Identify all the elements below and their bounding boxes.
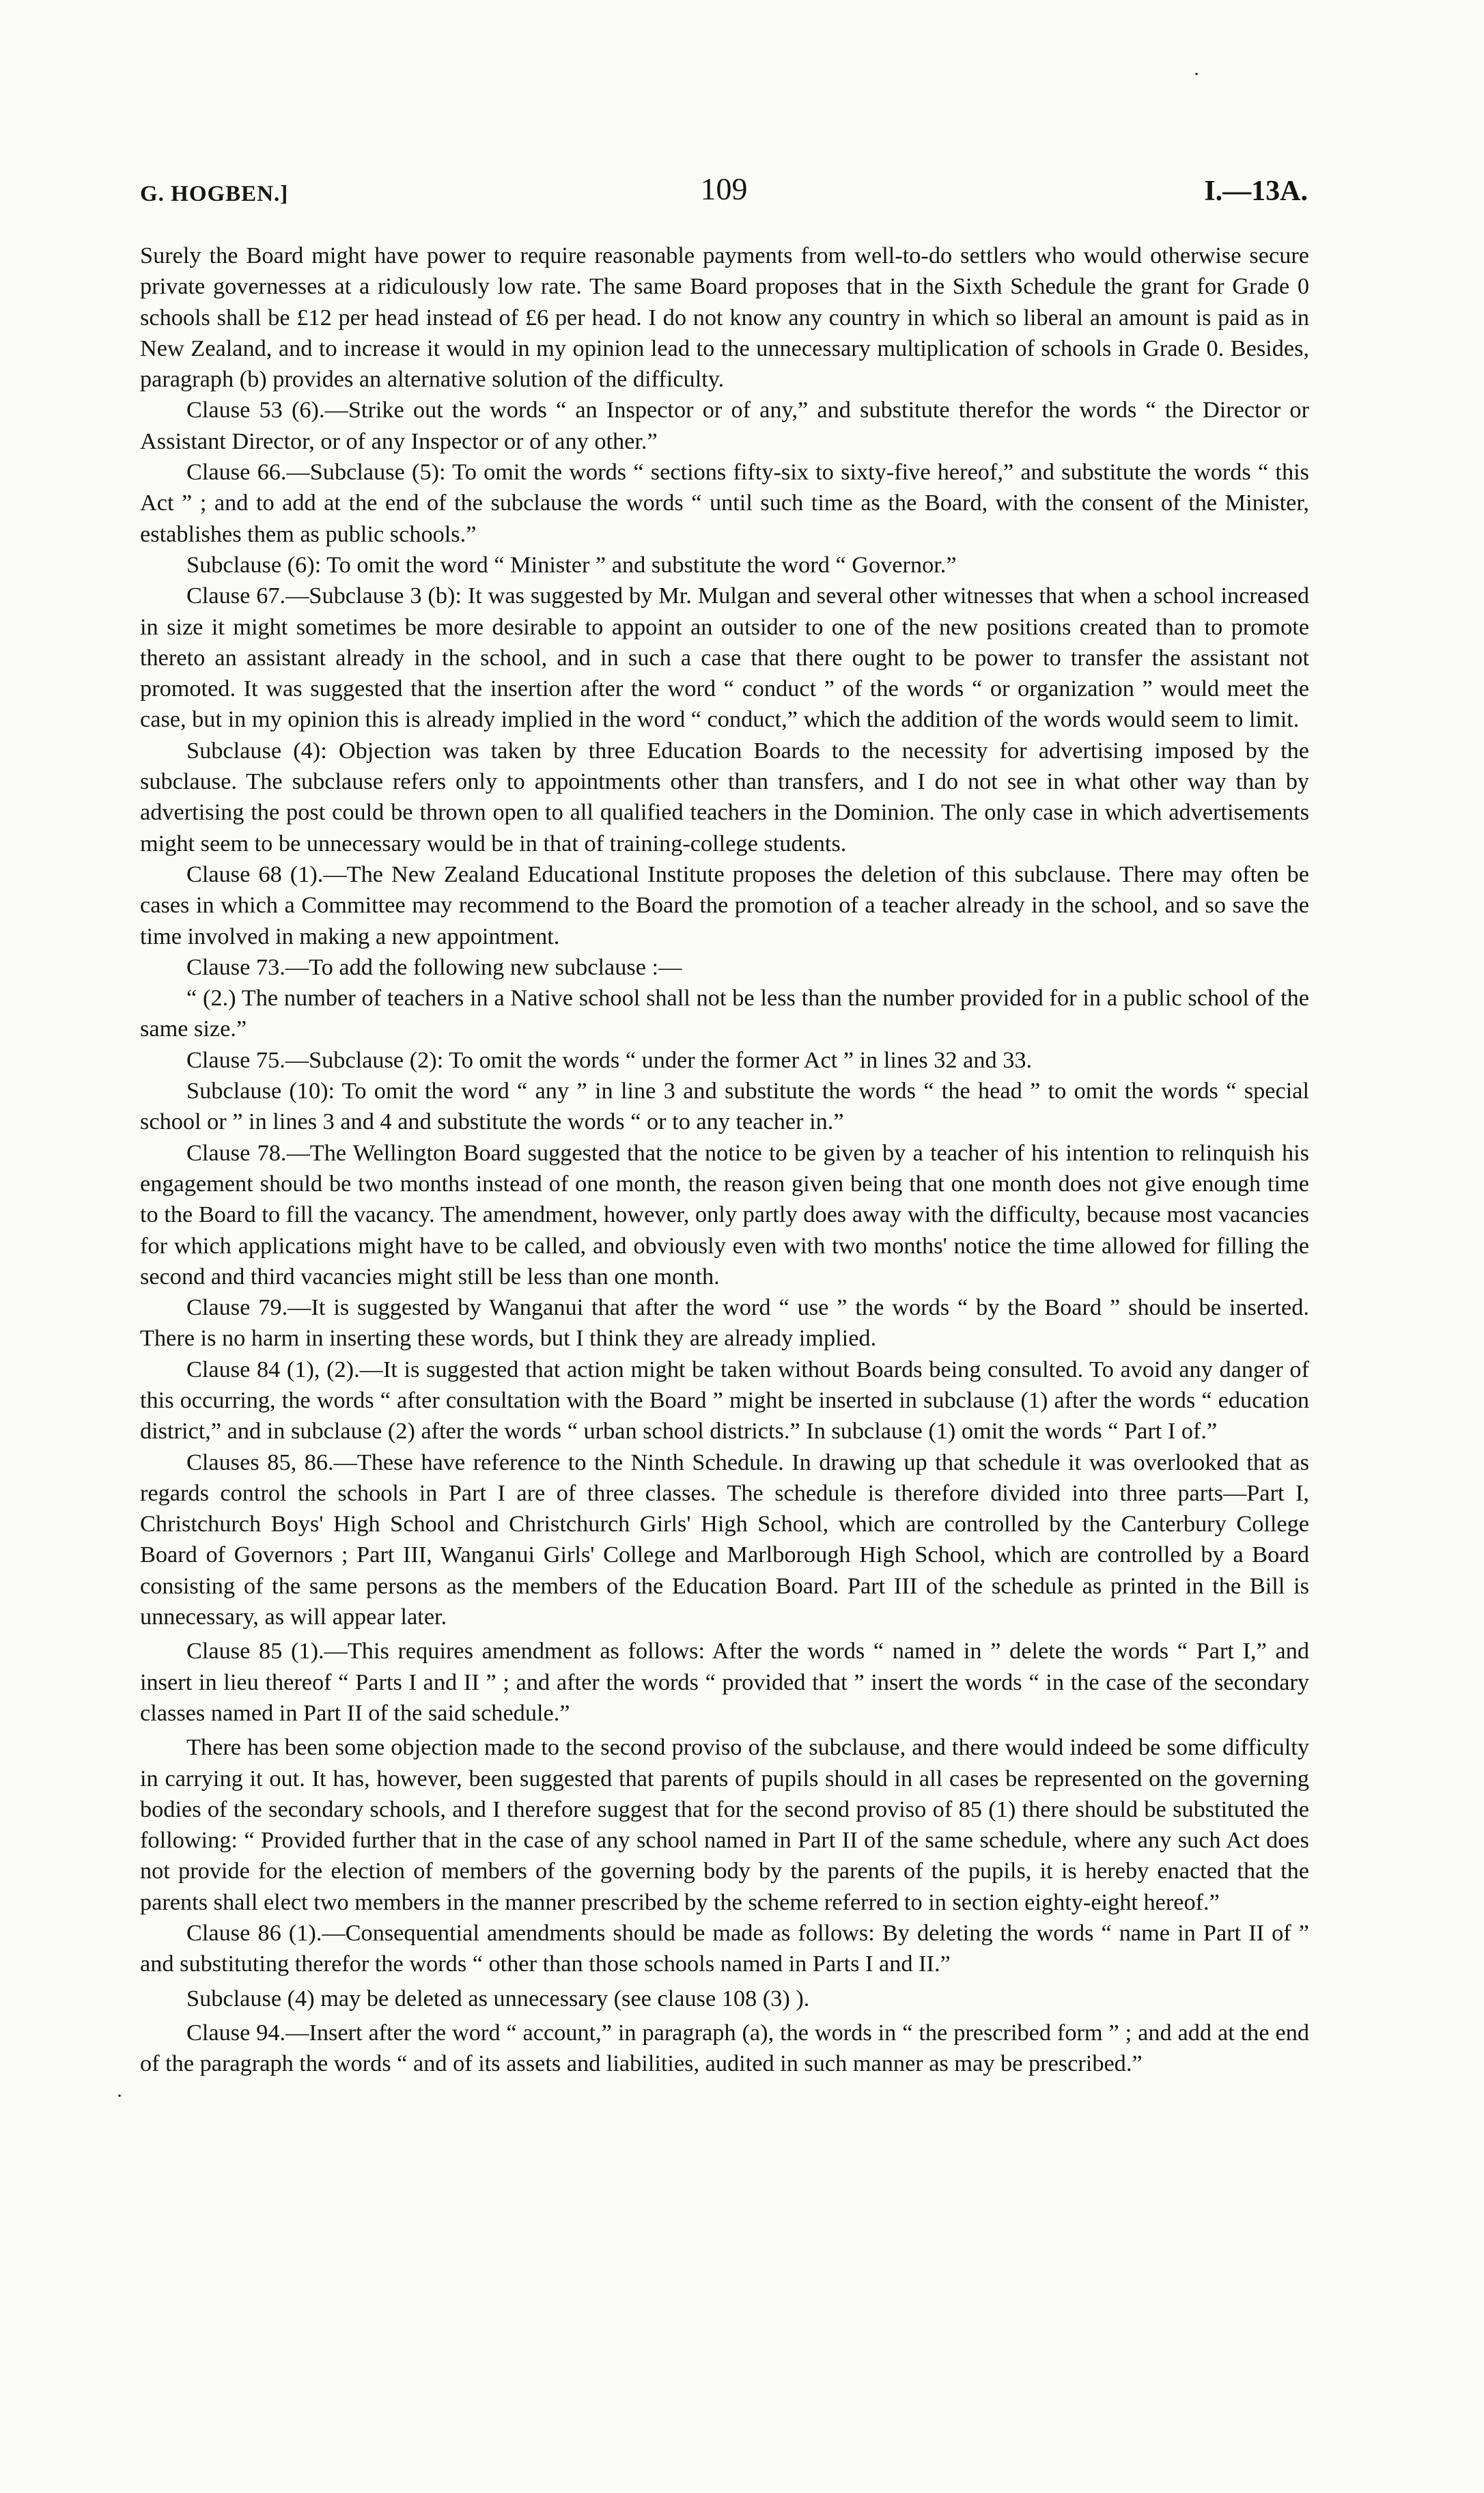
stray-mark: ·: [1193, 63, 1200, 85]
paragraph: Subclause (10): To omit the word “ any ” in line 3 and substitute the words “ the head ” to omit the words “ special school or ” in lines 3 and 4 and substitute the words “ or to any teacher in.”: [140, 1078, 1309, 1135]
paragraph: Clause 84 (1), (2).—It is suggested that action might be taken without Boards being consulted. To avoid any danger of this occurring, the words “ after consultation with the Board ” might be inserted in subclause (1) after the words “ education district,” and in subclause (2) after the words “ urban school districts.” In subclause (1) omit the words “ Part I of.”: [140, 1356, 1309, 1445]
paragraph: Subclause (6): To omit the word “ Minister ” and substitute the word “ Governor.”: [186, 551, 957, 578]
paragraph: Subclause (4) may be deleted as unnecessary (see clause 108 (3) ).: [186, 1985, 810, 2011]
paragraph: Clause 78.—The Wellington Board suggested that the notice to be given by a teacher of his intention to relinquish his engagement should be two months instead of one month, the reason given being that one month does not give enough time to the Board to fill the vacancy. The amendment, however, only partly does away with the difficulty, because most vacancies for which applications might have to be called, and obviously even with two months' notice the time allowed for filling the second and third vacancies might still be less than one month.: [140, 1139, 1309, 1290]
paragraph: Clauses 85, 86.—These have reference to the Ninth Schedule. In drawing up that schedule it was overlooked that as regards control the schools in Part I are of three classes. The schedule is therefore divided into three parts—Part I, Christchurch Boys' High School and Christchurch Girls' High School, which are controlled by the Canterbury College Board of Governors ; Part III, Wanganui Girls' College and Marlborough High School, which are controlled by a Board consisting of the same persons as the members of the Education Board. Part III of the schedule as printed in the Bill is unnecessary, as will appear later.: [140, 1449, 1309, 1630]
paragraph: Clause 53 (6).—Strike out the words “ an Inspector or of any,” and substitute therefor the words “ the Director or Assistant Director, or of any Inspector or of any other.”: [140, 397, 1309, 454]
paragraph: Clause 66.—Subclause (5): To omit the words “ sections fifty-six to sixty-five hereof,” and substitute the words “ this Act ” ; and to add at the end of the subclause the words “ until such time as the Board, with the consent of the Minister, establishes them as public schools.”: [140, 459, 1309, 547]
paragraph: Clause 79.—It is suggested by Wanganui that after the word “ use ” the words “ by the Board ” should be inserted. There is no harm in inserting these words, but I think they are already implied.: [140, 1294, 1309, 1352]
paragraph: Surely the Board might have power to require reasonable payments from well-to-do settlers who would otherwise secure private governesses at a ridiculously low rate. The same Board proposes that in the Sixth Schedule the grant for Grade 0 schools shall be £12 per head instead of £6 per head. I do not know any country in which so liberal an amount is paid as in New Zealand, and to increase it would in my opinion lead to the unnecessary multiplication of schools in Grade 0. Besides, paragraph (b) provides an alternative solution of the difficulty.: [140, 242, 1309, 393]
paragraph: Clause 73.—To add the following new subclause :—: [186, 953, 682, 980]
paragraph: Clause 86 (1).—Consequential amendments should be made as follows: By deleting the words “ name in Part II of ” and substituting therefor the words “ other than those schools named in Parts I and II.”: [140, 1920, 1309, 1977]
header-author: G. HOGBEN.]: [140, 182, 289, 206]
paragraph: Clause 75.—Subclause (2): To omit the words “ under the former Act ” in lines 32 and 33.: [186, 1046, 1033, 1073]
paragraph: Clause 94.—Insert after the word “ account,” in paragraph (a), the words in “ the prescribed form ” ; and add at the end of the paragraph the words “ and of its assets and liabilities, audited in such manner as may be prescribed.”: [140, 2019, 1309, 2077]
document-reference: I.—13A.: [1204, 176, 1308, 207]
paragraph: Clause 67.—Subclause 3 (b): It was suggested by Mr. Mulgan and several other witnesses that when a school increased in size it might sometimes be more desirable to appoint an outsider to one of the new positions created than to promote thereto an assistant already in the school, and in such a case that there ought to be power to transfer the assistant not promoted. It was suggested that the insertion after the word “ conduct ” of the words “ or organization ” would meet the case, but in my opinion this is already implied in the word “ conduct,” which the addition of the words would seem to limit.: [140, 583, 1309, 733]
paragraph: Clause 85 (1).—This requires amendment as follows: After the words “ named in ” delete the words “ Part I,” and insert in lieu thereof “ Parts I and II ” ; and after the words “ provided that ” insert the words “ in the case of the secondary classes named in Part II of the said schedule.”: [140, 1638, 1309, 1726]
paragraph: Subclause (4): Objection was taken by three Education Boards to the necessity for advertising imposed by the subclause. The subclause refers only to appointments other than transfers, and I do not see in what other way than by advertising the post could be thrown open to all qualified teachers in the Dominion. The only case in which advertisements might seem to be unnecessary would be in that of training-college students.: [140, 737, 1309, 856]
paragraph: There has been some objection made to the second proviso of the subclause, and there would indeed be some difficulty in carrying it out. It has, however, been suggested that parents of pupils should in all cases be represented on the governing bodies of the secondary schools, and I therefore suggest that for the second proviso of 85 (1) there should be substituted the following: “ Provided further that in the case of any school named in Part II of the same schedule, where any such Act does not provide for the election of members of the governing body by the parents of the pupils, it is hereby enacted that the parents shall elect two members in the manner prescribed by the scheme referred to in section eighty-eight hereof.”: [140, 1734, 1309, 1915]
running-header: [140, 171, 1308, 219]
page-number: 109: [700, 171, 748, 206]
paragraph: Clause 68 (1).—The New Zealand Educational Institute proposes the deletion of this subclause. There may often be cases in which a Committee may recommend to the Board the promotion of a teacher already in the school, and so save the time involved in making a new appointment.: [140, 861, 1309, 949]
margin-mark: ·: [116, 2085, 123, 2107]
paragraph: “ (2.) The number of teachers in a Native school shall not be less than the number provided for in a public school of the same size.”: [140, 985, 1309, 1042]
body-text: [140, 240, 1309, 2080]
